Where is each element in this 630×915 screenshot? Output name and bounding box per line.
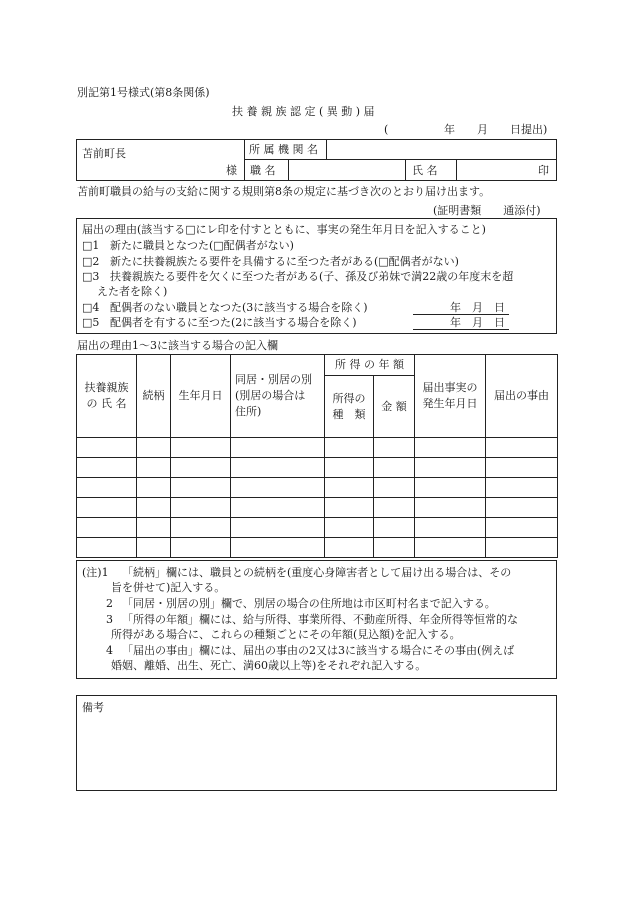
table-cell[interactable] [231,438,325,458]
table-cell[interactable] [325,518,374,538]
header-income: 所 得 の 年 額 [325,355,415,376]
note-number: 3 [106,613,113,626]
table-cell[interactable] [415,438,486,458]
table-cell[interactable] [171,538,231,558]
table-cell[interactable] [486,438,558,458]
reason-text-1: 新たに職員となつた(□配偶者がない) [110,239,294,252]
table-cell[interactable] [231,518,325,538]
reason-checkbox-1[interactable]: □1 [82,239,100,252]
table-row [77,498,558,518]
header-fact-date: 届出事実の 発生年月日 [415,355,486,438]
table-cell[interactable] [137,498,171,518]
header-reason: 届出の事由 [486,355,558,438]
affiliation-label: 所 属 機 関 名 [249,143,318,156]
reason-checkbox-3[interactable]: □3 [82,270,100,283]
date-open: ( [384,123,389,136]
table-caption: 届出の理由1～3に該当する場合の記入欄 [77,339,278,352]
job-label[interactable]: 職 名 [250,164,276,177]
table-cell[interactable] [374,518,415,538]
table-cell[interactable] [231,478,325,498]
table-cell[interactable] [415,538,486,558]
note-number: 4 [106,644,113,657]
table-cell[interactable] [171,518,231,538]
affiliation-divider [326,139,327,160]
table-cell[interactable] [325,458,374,478]
note-text: 所得がある場合に、これらの種類ごとにその年額(見込額)を記入する。 [111,628,461,641]
table-cell[interactable] [231,458,325,478]
reason-checkbox-2[interactable]: □2 [82,255,100,268]
note-text: 「届出の事由」欄には、届出の事由の2又は3に該当する場合にその事由(例えば [122,644,515,657]
dependents-table [76,354,558,558]
table-cell[interactable] [171,458,231,478]
addressee-mid-rule [244,159,556,160]
table-row [77,538,558,558]
job-divider [288,159,289,181]
header-birth: 生年月日 [171,355,231,438]
table-cell[interactable] [374,538,415,558]
table-cell[interactable] [374,438,415,458]
table-cell[interactable] [325,498,374,518]
table-cell[interactable] [415,498,486,518]
reason-text-2: 新たに扶養親族たる要件を具備するに至つた者がある(□配偶者がない) [110,255,459,268]
note-text: 「所得の年額」欄には、給与所得、事業所得、不動産所得、年金所得等恒常的な [122,613,518,626]
note-text: 「続柄」欄には、職員との続柄を(重度心身障害者として届け出る場合は、その [122,566,512,579]
table-cell[interactable] [374,478,415,498]
reasons-heading: 届出の理由(該当する□にレ印を付すとともに、事実の発生年月日を記入すること) [82,223,486,236]
table-cell[interactable] [325,538,374,558]
addressee-divider [244,139,245,181]
table-cell[interactable] [231,498,325,518]
date-day: 日提出) [510,123,548,136]
intro-text: 苫前町職員の給与の支給に関する規則第8条の規定に基づき次のとおり届け出ます。 [77,185,491,198]
reason-date-4[interactable]: 年 月 日 [450,301,505,314]
table-cell[interactable] [77,498,137,518]
person-divider-left [405,159,406,181]
reason-date-5[interactable]: 年 月 日 [450,316,505,329]
table-cell[interactable] [415,478,486,498]
header-amount: 金 額 [374,376,415,438]
addressee-honorific: 様 [226,164,237,177]
form-id: 別記第1号様式(第8条関係) [77,86,210,99]
table-cell[interactable] [486,458,558,478]
remarks-box[interactable] [76,695,557,791]
table-row [77,478,558,498]
attachment-note: (証明書類 通添付) [433,204,541,217]
reason-date-underline-4 [413,314,509,315]
note-text: 婚姻、離婚、出生、死亡、満60歳以上等)をそれぞれ記入する。 [111,659,427,672]
table-cell[interactable] [415,518,486,538]
table-cell[interactable] [374,458,415,478]
table-cell[interactable] [137,438,171,458]
seal-mark: 印 [538,164,549,177]
header-name: 扶養親族 の 氏 名 [77,355,137,438]
table-cell[interactable] [171,498,231,518]
table-cell[interactable] [137,478,171,498]
reason-text-3: 扶養親族たる要件を欠くに至つた者がある(子、孫及び弟妹で満22歳の年度末を超 [110,270,514,283]
person-divider-right [456,159,457,181]
reason-checkbox-4[interactable]: □4 [82,301,100,314]
table-cell[interactable] [77,518,137,538]
table-cell[interactable] [171,438,231,458]
table-cell[interactable] [171,478,231,498]
note-number: (注)1 [82,566,109,579]
note-text: 旨を併せて)記入する。 [111,581,226,594]
date-month: 月 [477,123,488,136]
table-row [77,518,558,538]
table-cell[interactable] [374,498,415,518]
reason-text-4: 配偶者のない職員となつた(3に該当する場合を除く) [110,301,368,314]
table-cell[interactable] [77,438,137,458]
table-cell[interactable] [486,478,558,498]
table-cell[interactable] [137,538,171,558]
header-residence: 同居・別居の別 (別居の場合は 住所) [231,355,325,438]
date-year: 年 [444,123,455,136]
table-cell[interactable] [137,458,171,478]
reason-text-3-cont: えた者を除く) [97,285,168,298]
table-cell[interactable] [137,518,171,538]
reason-checkbox-5[interactable]: □5 [82,316,100,329]
table-cell[interactable] [77,538,137,558]
remarks-label: 備考 [82,701,104,714]
table-cell[interactable] [486,538,558,558]
header-relation: 続柄 [137,355,171,438]
table-row [77,438,558,458]
reason-text-5: 配偶者を有するに至つた(2に該当する場合を除く) [110,316,357,329]
table-cell[interactable] [415,458,486,478]
header-income-type: 所得の 種 類 [325,376,374,438]
note-number: 2 [106,597,113,610]
note-text: 「同居・別居の別」欄で、別居の場合の住所地は市区町村名まで記入する。 [122,597,496,610]
table-row [77,458,558,478]
table-cell[interactable] [231,538,325,558]
reason-date-underline-5 [413,329,509,330]
person-label[interactable]: 氏 名 [412,164,438,177]
page-title: 扶 養 親 族 認 定 ( 異 動 ) 届 [232,105,375,118]
table-cell[interactable] [77,458,137,478]
table-cell[interactable] [325,438,374,458]
table-cell[interactable] [77,478,137,498]
table-cell[interactable] [486,498,558,518]
table-cell[interactable] [325,478,374,498]
addressee-name: 苫前町長 [82,147,126,160]
table-cell[interactable] [486,518,558,538]
